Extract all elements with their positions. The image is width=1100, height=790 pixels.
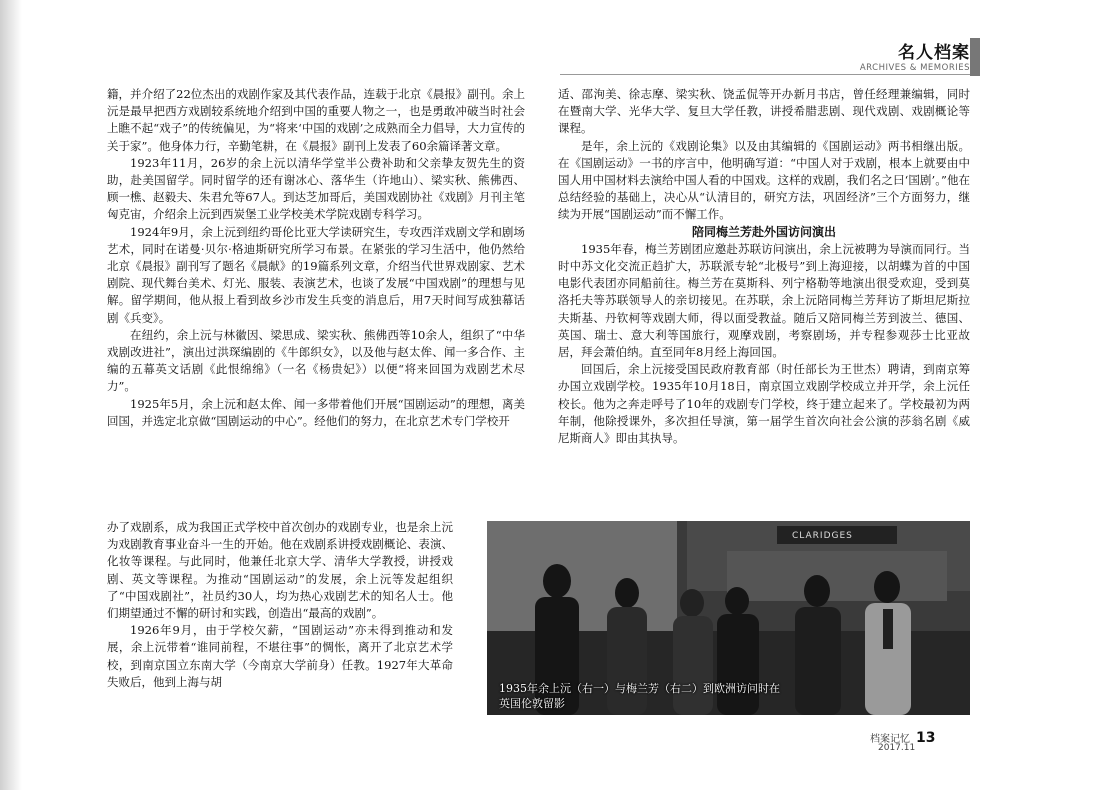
paragraph: 1924年9月，余上沅到纽约哥伦比亚大学读研究生，专攻西洋戏剧文学和剧场艺术，同时在诺曼·贝尔·格迪斯研究所学习布景。在紧张的学习生活中，他仍然给北京《晨报》副刊写了题名《晨献》的19篇系列文章，介绍当代世界戏剧家、艺术剧院、现代舞台美术、灯光、服装、表演艺术，也谈了发展“中国戏剧”的理想与见解。留学期间，他从报上看到故乡沙市发生兵变的消息后，用7天时间写成独幕话剧《兵变》。: [107, 224, 525, 325]
header-accent-bar: [970, 38, 980, 76]
storefront-sign: CLARIDGES: [792, 531, 853, 541]
paragraph: 籍，并介绍了22位杰出的戏剧作家及其代表作品，连载于北京《晨报》副刊。余上沅是最早把西方戏剧较系统地介绍到中国的重要人物之一，也是勇敢冲破当时社会上瞧不起“戏子”的传统偏见，为“将来‘中国的戏剧’之成熟而全力倡导，大力宣传的关于家”。他身体力行，辛勤笔耕，在《晨报》副刊上发表了60余篇译著文章。: [107, 87, 525, 153]
paragraph: 办了戏剧系，成为我国正式学校中首次创办的戏剧专业，也是余上沅为戏剧教育事业奋斗一生的开始。他在戏剧系讲授戏剧概论、表演、化妆等课程。与此同时，他兼任北京大学、清华大学教授，讲授戏剧、英文等课程。为推动“国剧运动”的发展，余上沅等发起组织了“中国戏剧社”，社员约30人，均为热心戏剧艺术的知名人士。他们期望通过不懈的研讨和实践，创造出“最高的戏剧”。: [107, 520, 453, 621]
paragraph: 回国后，余上沅接受国民政府教育部（时任部长为王世杰）聘请，到南京筹办国立戏剧学校。1935年10月18日，南京国立戏剧学校成立并开学，余上沅任校长。他为之奔走呼号了10年的戏剧专门学校，终于建立起来了。学校最初为两年制，他除授课外，多次担任导演，第一届学生首次向社会公演的莎翁名剧《威尼斯商人》即由其执导。: [558, 362, 970, 446]
paragraph: 在纽约，余上沅与林徽因、梁思成、梁实秋、熊佛西等10余人，组织了“中华戏剧改进社”，演出过洪琛编剧的《牛郎织女》，以及他与赵太侔、闻一多合作、主编的五幕英文话剧《此恨绵绵》（一名《杨贵妃》）以便“将来回国为戏剧艺术尽力”。: [107, 327, 525, 394]
page-fold-shadow: [0, 0, 22, 790]
page-number: 13: [916, 730, 936, 746]
section-subtitle: ARCHIVES & MEMORIES: [859, 63, 970, 73]
issue-date: 2017.11: [878, 743, 916, 753]
caption-line: 1935年余上沅（右一）与梅兰芳（右二）到欧洲访问时在: [499, 682, 780, 695]
left-column-continued: [107, 519, 453, 691]
paragraph: 1935年春，梅兰芳剧团应邀赴苏联访问演出，余上沅被聘为导演而同行。当时中苏文化交流正趋扩大，苏联派专轮“北极号”到上海迎接，以胡蝶为首的中国电影代表团亦同船前往。梅兰芳在莫斯科、列宁格勒等地演出很受欢迎，受到莫洛托夫等苏联领导人的亲切接见。在苏联，余上沅陪同梅兰芳拜访了斯坦尼斯拉夫斯基、丹钦柯等戏剧大师，得以面受教益。随后又陪同梅兰芳到波兰、德国、英国、瑞士、意大利等国旅行，观摩戏剧，考察剧场，并专程参观莎士比亚故居，拜会萧伯纳。直至同年8月经上海回国。: [558, 241, 970, 360]
header-rule: [560, 74, 970, 75]
paragraph: 是年，余上沅的《戏剧论集》以及由其编辑的《国剧运动》两书相继出版。在《国剧运动》一书的序言中，他明确写道：“中国人对于戏剧，根本上就要由中国人用中国材料去演给中国人看的中国戏。这样的戏剧，我们名之曰‘国剧’。”他在总结经验的基础上，决心从“认清目的，研究方法，巩固经济”三个方面努力，继续为开展“国剧运动”而不懈工作。: [558, 138, 970, 222]
left-column: [107, 86, 525, 430]
magazine-name: 档案记忆: [870, 734, 910, 745]
section-heading: 陪同梅兰芳赴外国访问演出: [691, 224, 836, 239]
right-column: [558, 86, 970, 447]
historical-photo: [487, 521, 970, 715]
paragraph: 1923年11月，26岁的余上沅以清华学堂半公费补助和父亲挚友贺先生的资助，赴美国留学。同时留学的还有谢冰心、落华生（许地山）、梁实秋、熊佛西、顾一樵、赵毅夫、朱君允等67人。到达芝加哥后，美国戏剧协社《戏剧》月刊主笔匈克宙，介绍余上沅到西炭堡工业学校美术学院戏剧专科学习。: [107, 155, 525, 222]
photo-caption: [499, 681, 780, 711]
section-header: [840, 38, 970, 73]
caption-line: 英国伦敦留影: [499, 697, 565, 710]
paragraph: 适、邵洵美、徐志摩、梁实秋、饶孟侃等开办新月书店，曾任经理兼编辑，同时在暨南大学、光华大学、复旦大学任教，讲授希腊悲剧、现代戏剧、戏剧概论等课程。: [558, 87, 970, 136]
section-title: 名人档案: [898, 43, 970, 63]
paragraph: 1925年5月，余上沅和赵太侔、闻一多带着他们开展“国剧运动”的理想，离美回国，并选定北京做“国剧运动的中心”。经他们的努力，在北京艺术专门学校开: [107, 396, 525, 428]
paragraph: 1926年9月，由于学校欠薪，“国剧运动”亦未得到推动和发展，余上沅带着“谁同前程，不堪往事”的惆怅，离开了北京艺术学校，到南京国立东南大学（今南京大学前身）任教。1927年大革命失败后，他到上海与胡: [107, 623, 453, 689]
